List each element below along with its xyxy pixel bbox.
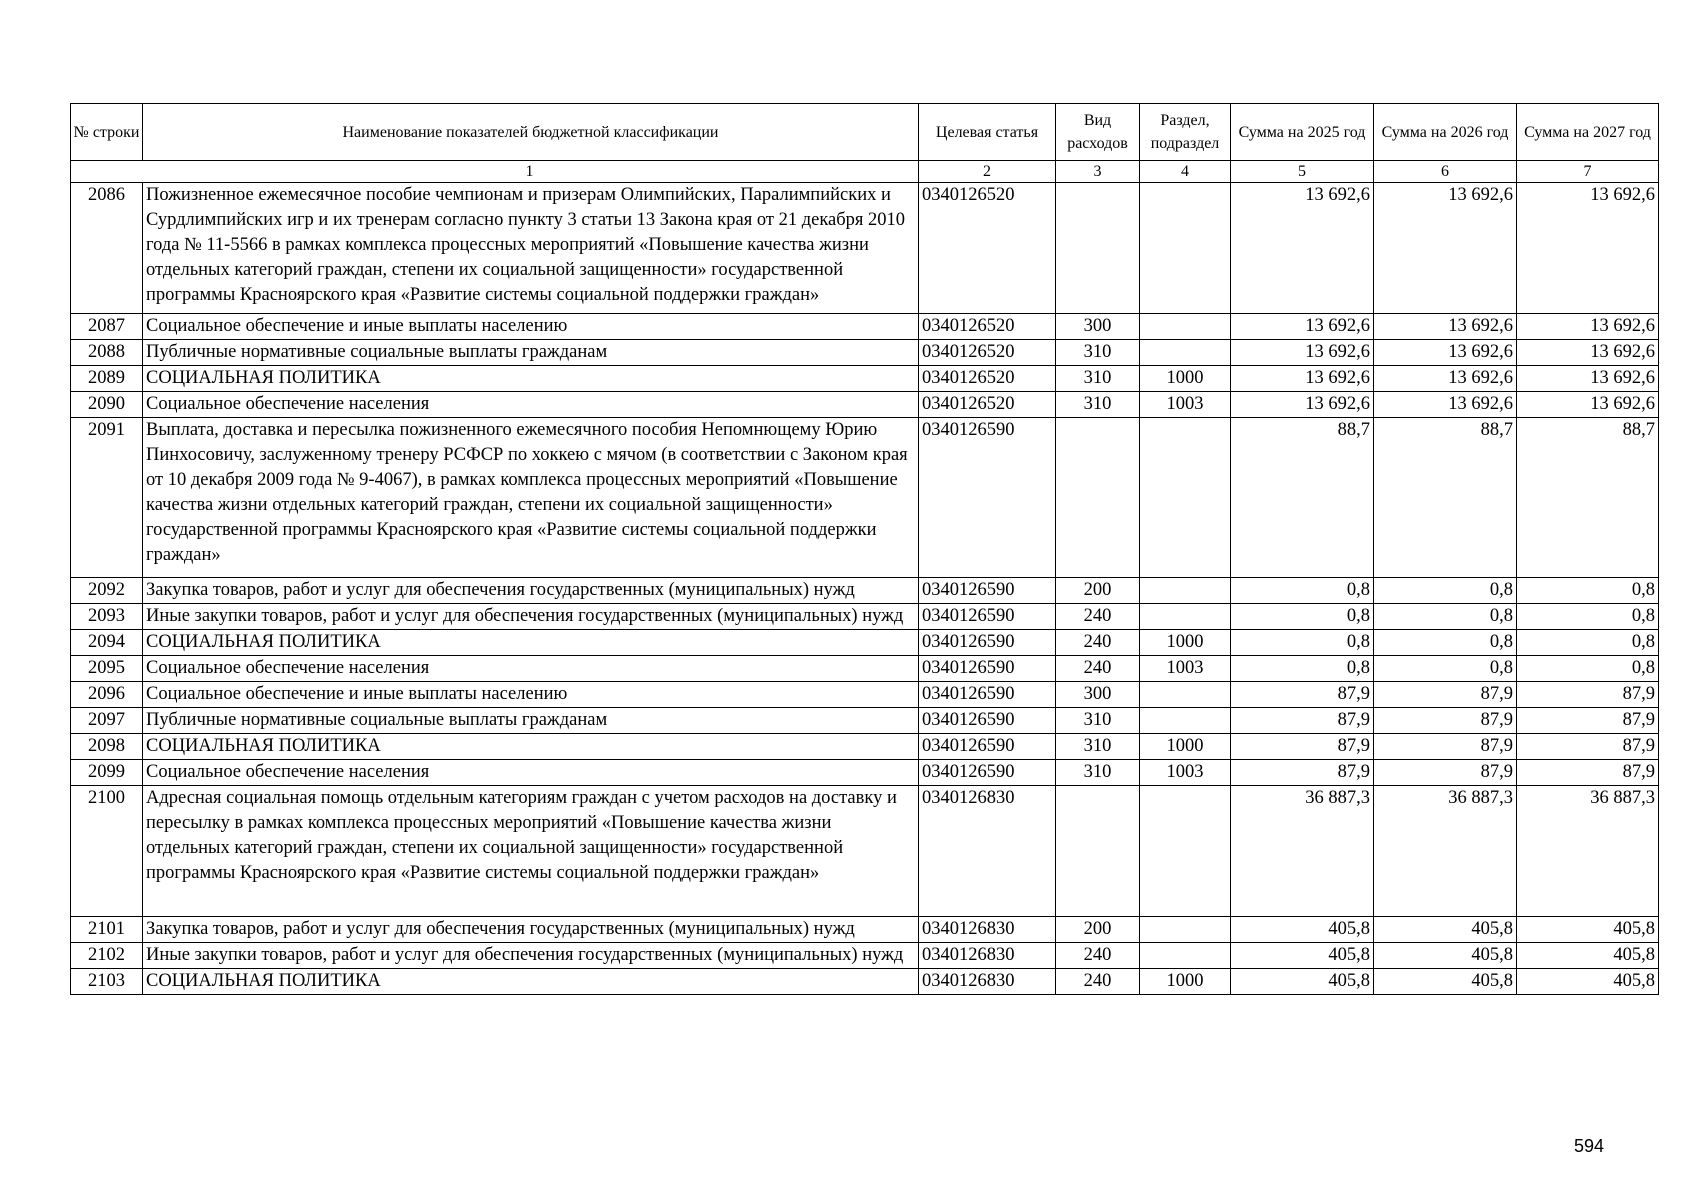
- row-expense-type: 310: [1056, 734, 1140, 760]
- row-name: Закупка товаров, работ и услуг для обеспечения государственных (муниципальных) нужд: [143, 917, 919, 943]
- row-sum-2026: 0,8: [1374, 630, 1517, 656]
- row-number: 2093: [71, 604, 143, 630]
- row-section: [1140, 917, 1231, 943]
- row-target-article: 0340126520: [919, 340, 1056, 366]
- header-row: [71, 104, 1659, 161]
- row-sum-2027: 87,9: [1517, 734, 1659, 760]
- row-name: Социальное обеспечение и иные выплаты населению: [143, 314, 919, 340]
- row-sum-2026: 87,9: [1374, 682, 1517, 708]
- row-sum-2026: 405,8: [1374, 969, 1517, 995]
- row-name: СОЦИАЛЬНАЯ ПОЛИТИКА: [143, 969, 919, 995]
- row-section: 1000: [1140, 366, 1231, 392]
- row-sum-2025: 13 692,6: [1231, 183, 1374, 314]
- row-sum-2027: 87,9: [1517, 708, 1659, 734]
- table-row: [71, 578, 1659, 604]
- row-target-article: 0340126590: [919, 604, 1056, 630]
- table-row: [71, 708, 1659, 734]
- row-expense-type: [1056, 183, 1140, 314]
- row-sum-2027: 405,8: [1517, 943, 1659, 969]
- header-sum-2026: Сумма на 2026 год: [1374, 104, 1517, 161]
- row-expense-type: 310: [1056, 340, 1140, 366]
- table-row: [71, 418, 1659, 578]
- row-sum-2027: 36 887,3: [1517, 786, 1659, 917]
- row-sum-2025: 0,8: [1231, 630, 1374, 656]
- row-target-article: 0340126830: [919, 917, 1056, 943]
- row-sum-2025: 405,8: [1231, 969, 1374, 995]
- row-sum-2025: 13 692,6: [1231, 340, 1374, 366]
- row-sum-2026: 88,7: [1374, 418, 1517, 578]
- row-sum-2027: 0,8: [1517, 656, 1659, 682]
- row-section: [1140, 183, 1231, 314]
- table-row: [71, 760, 1659, 786]
- row-sum-2027: 87,9: [1517, 682, 1659, 708]
- row-section: 1000: [1140, 734, 1231, 760]
- row-section: [1140, 418, 1231, 578]
- row-sum-2026: 87,9: [1374, 708, 1517, 734]
- row-name: Публичные нормативные социальные выплаты гражданам: [143, 340, 919, 366]
- column-number: 4: [1140, 161, 1231, 183]
- row-number: 2100: [71, 786, 143, 917]
- row-name: СОЦИАЛЬНАЯ ПОЛИТИКА: [143, 734, 919, 760]
- row-name: Иные закупки товаров, работ и услуг для обеспечения государственных (муниципальных) нужд: [143, 943, 919, 969]
- row-target-article: 0340126520: [919, 392, 1056, 418]
- row-sum-2026: 13 692,6: [1374, 340, 1517, 366]
- row-sum-2025: 88,7: [1231, 418, 1374, 578]
- row-expense-type: [1056, 418, 1140, 578]
- row-number: 2094: [71, 630, 143, 656]
- column-numbers-row: [71, 161, 1659, 183]
- row-name: Публичные нормативные социальные выплаты гражданам: [143, 708, 919, 734]
- row-target-article: 0340126830: [919, 943, 1056, 969]
- header-expense-type: Вид расходов: [1056, 104, 1140, 161]
- row-name: Закупка товаров, работ и услуг для обеспечения государственных (муниципальных) нужд: [143, 578, 919, 604]
- row-expense-type: 310: [1056, 392, 1140, 418]
- column-number: 7: [1517, 161, 1659, 183]
- row-name: Социальное обеспечение населения: [143, 392, 919, 418]
- row-section: 1000: [1140, 969, 1231, 995]
- table-row: [71, 682, 1659, 708]
- row-number: 2102: [71, 943, 143, 969]
- row-name: Социальное обеспечение населения: [143, 760, 919, 786]
- row-number: 2103: [71, 969, 143, 995]
- table-row: [71, 183, 1659, 314]
- row-target-article: 0340126520: [919, 366, 1056, 392]
- table-row: [71, 786, 1659, 917]
- row-section: 1003: [1140, 656, 1231, 682]
- row-expense-type: 240: [1056, 656, 1140, 682]
- column-number: 3: [1056, 161, 1140, 183]
- row-target-article: 0340126590: [919, 682, 1056, 708]
- row-sum-2026: 0,8: [1374, 578, 1517, 604]
- row-sum-2026: 36 887,3: [1374, 786, 1517, 917]
- row-target-article: 0340126590: [919, 578, 1056, 604]
- row-sum-2027: 0,8: [1517, 604, 1659, 630]
- row-target-article: 0340126520: [919, 314, 1056, 340]
- table-row: [71, 943, 1659, 969]
- row-section: [1140, 578, 1231, 604]
- row-sum-2025: 13 692,6: [1231, 392, 1374, 418]
- table-row: [71, 314, 1659, 340]
- row-name: Иные закупки товаров, работ и услуг для обеспечения государственных (муниципальных) нужд: [143, 604, 919, 630]
- row-sum-2026: 87,9: [1374, 734, 1517, 760]
- row-sum-2025: 0,8: [1231, 656, 1374, 682]
- row-sum-2027: 405,8: [1517, 917, 1659, 943]
- table-header: [71, 104, 1659, 183]
- row-number: 2096: [71, 682, 143, 708]
- row-sum-2027: 13 692,6: [1517, 366, 1659, 392]
- row-number: 2091: [71, 418, 143, 578]
- table-row: [71, 340, 1659, 366]
- table-row: [71, 366, 1659, 392]
- header-row-no: № строки: [71, 104, 143, 161]
- row-expense-type: 240: [1056, 630, 1140, 656]
- row-target-article: 0340126590: [919, 708, 1056, 734]
- row-target-article: 0340126590: [919, 418, 1056, 578]
- row-sum-2026: 13 692,6: [1374, 392, 1517, 418]
- row-sum-2027: 13 692,6: [1517, 340, 1659, 366]
- row-sum-2025: 36 887,3: [1231, 786, 1374, 917]
- row-sum-2026: 13 692,6: [1374, 314, 1517, 340]
- row-sum-2027: 87,9: [1517, 760, 1659, 786]
- row-sum-2025: 87,9: [1231, 708, 1374, 734]
- table-row: [71, 630, 1659, 656]
- row-number: 2087: [71, 314, 143, 340]
- row-sum-2026: 405,8: [1374, 943, 1517, 969]
- row-expense-type: 310: [1056, 366, 1140, 392]
- row-number: 2092: [71, 578, 143, 604]
- header-section: Раздел, подраздел: [1140, 104, 1231, 161]
- row-expense-type: 240: [1056, 969, 1140, 995]
- row-sum-2027: 88,7: [1517, 418, 1659, 578]
- row-section: [1140, 943, 1231, 969]
- row-sum-2025: 0,8: [1231, 578, 1374, 604]
- row-target-article: 0340126590: [919, 734, 1056, 760]
- header-target-article: Целевая статья: [919, 104, 1056, 161]
- row-target-article: 0340126590: [919, 760, 1056, 786]
- row-sum-2027: 405,8: [1517, 969, 1659, 995]
- header-sum-2027: Сумма на 2027 год: [1517, 104, 1659, 161]
- row-target-article: 0340126520: [919, 183, 1056, 314]
- row-sum-2025: 87,9: [1231, 760, 1374, 786]
- table-row: [71, 392, 1659, 418]
- row-name: СОЦИАЛЬНАЯ ПОЛИТИКА: [143, 630, 919, 656]
- header-name: Наименование показателей бюджетной классификации: [143, 104, 919, 161]
- budget-table: [70, 103, 1659, 995]
- row-expense-type: 310: [1056, 760, 1140, 786]
- row-sum-2025: 87,9: [1231, 734, 1374, 760]
- row-number: 2099: [71, 760, 143, 786]
- row-sum-2027: 13 692,6: [1517, 183, 1659, 314]
- row-expense-type: [1056, 786, 1140, 917]
- row-sum-2025: 87,9: [1231, 682, 1374, 708]
- row-sum-2025: 13 692,6: [1231, 366, 1374, 392]
- row-number: 2089: [71, 366, 143, 392]
- row-sum-2025: 405,8: [1231, 943, 1374, 969]
- row-sum-2027: 0,8: [1517, 578, 1659, 604]
- page-number: 594: [1574, 1136, 1605, 1156]
- row-sum-2025: 0,8: [1231, 604, 1374, 630]
- row-section: [1140, 604, 1231, 630]
- row-number: 2097: [71, 708, 143, 734]
- row-sum-2026: 0,8: [1374, 604, 1517, 630]
- table-body: [71, 183, 1659, 995]
- column-number: 2: [919, 161, 1056, 183]
- table-row: [71, 917, 1659, 943]
- row-expense-type: 310: [1056, 708, 1140, 734]
- row-section: 1003: [1140, 392, 1231, 418]
- row-target-article: 0340126830: [919, 786, 1056, 917]
- row-number: 2098: [71, 734, 143, 760]
- column-number: 5: [1231, 161, 1374, 183]
- row-expense-type: 240: [1056, 604, 1140, 630]
- table-row: [71, 656, 1659, 682]
- row-name: Социальное обеспечение и иные выплаты населению: [143, 682, 919, 708]
- row-number: 2088: [71, 340, 143, 366]
- row-section: [1140, 682, 1231, 708]
- row-expense-type: 300: [1056, 682, 1140, 708]
- row-sum-2027: 13 692,6: [1517, 314, 1659, 340]
- row-number: 2101: [71, 917, 143, 943]
- row-name: Адресная социальная помощь отдельным категориям граждан с учетом расходов на доставку и пересылку в рамках комплекса процессных мероприятий «Повышение качества жизни отдельных категорий граждан, степени их социальной защищенности» государственной программы Красноярского края «Развитие системы социальной поддержки граждан»: [143, 786, 919, 917]
- row-sum-2026: 405,8: [1374, 917, 1517, 943]
- row-name: Выплата, доставка и пересылка пожизненного ежемесячного пособия Непомнющему Юрию Пинхосовичу, заслуженному тренеру РСФСР по хоккею с мячом (в соответствии с Законом края от 10 декабря 2009 года № 9-4067), в рамках комплекса процессных мероприятий «Повышение качества жизни отдельных категорий граждан, степени их социальной защищенности» государственной программы Красноярского края «Развитие системы социальной поддержки граждан»: [143, 418, 919, 578]
- row-section: 1000: [1140, 630, 1231, 656]
- row-sum-2026: 13 692,6: [1374, 366, 1517, 392]
- row-number: 2090: [71, 392, 143, 418]
- row-name: Социальное обеспечение населения: [143, 656, 919, 682]
- column-number: 1: [71, 161, 919, 183]
- row-sum-2027: 0,8: [1517, 630, 1659, 656]
- row-target-article: 0340126590: [919, 630, 1056, 656]
- table-row: [71, 969, 1659, 995]
- row-section: [1140, 340, 1231, 366]
- row-sum-2025: 405,8: [1231, 917, 1374, 943]
- row-sum-2025: 13 692,6: [1231, 314, 1374, 340]
- row-expense-type: 200: [1056, 578, 1140, 604]
- row-target-article: 0340126590: [919, 656, 1056, 682]
- table-row: [71, 604, 1659, 630]
- row-name: СОЦИАЛЬНАЯ ПОЛИТИКА: [143, 366, 919, 392]
- table-row: [71, 734, 1659, 760]
- column-number: 6: [1374, 161, 1517, 183]
- row-expense-type: 200: [1056, 917, 1140, 943]
- row-name: Пожизненное ежемесячное пособие чемпионам и призерам Олимпийских, Паралимпийских и Сурдлимпийских игр и их тренерам согласно пункту 3 статьи 13 Закона края от 21 декабря 2010 года № 11-5566 в рамках комплекса процессных мероприятий «Повышение качества жизни отдельных категорий граждан, степени их социальной защищенности» государственной программы Красноярского края «Развитие системы социальной поддержки граждан»: [143, 183, 919, 314]
- row-sum-2026: 13 692,6: [1374, 183, 1517, 314]
- row-number: 2086: [71, 183, 143, 314]
- row-section: [1140, 786, 1231, 917]
- row-sum-2026: 87,9: [1374, 760, 1517, 786]
- row-sum-2026: 0,8: [1374, 656, 1517, 682]
- row-number: 2095: [71, 656, 143, 682]
- row-sum-2027: 13 692,6: [1517, 392, 1659, 418]
- header-sum-2025: Сумма на 2025 год: [1231, 104, 1374, 161]
- row-expense-type: 300: [1056, 314, 1140, 340]
- row-target-article: 0340126830: [919, 969, 1056, 995]
- row-expense-type: 240: [1056, 943, 1140, 969]
- row-section: [1140, 708, 1231, 734]
- row-section: [1140, 314, 1231, 340]
- row-section: 1003: [1140, 760, 1231, 786]
